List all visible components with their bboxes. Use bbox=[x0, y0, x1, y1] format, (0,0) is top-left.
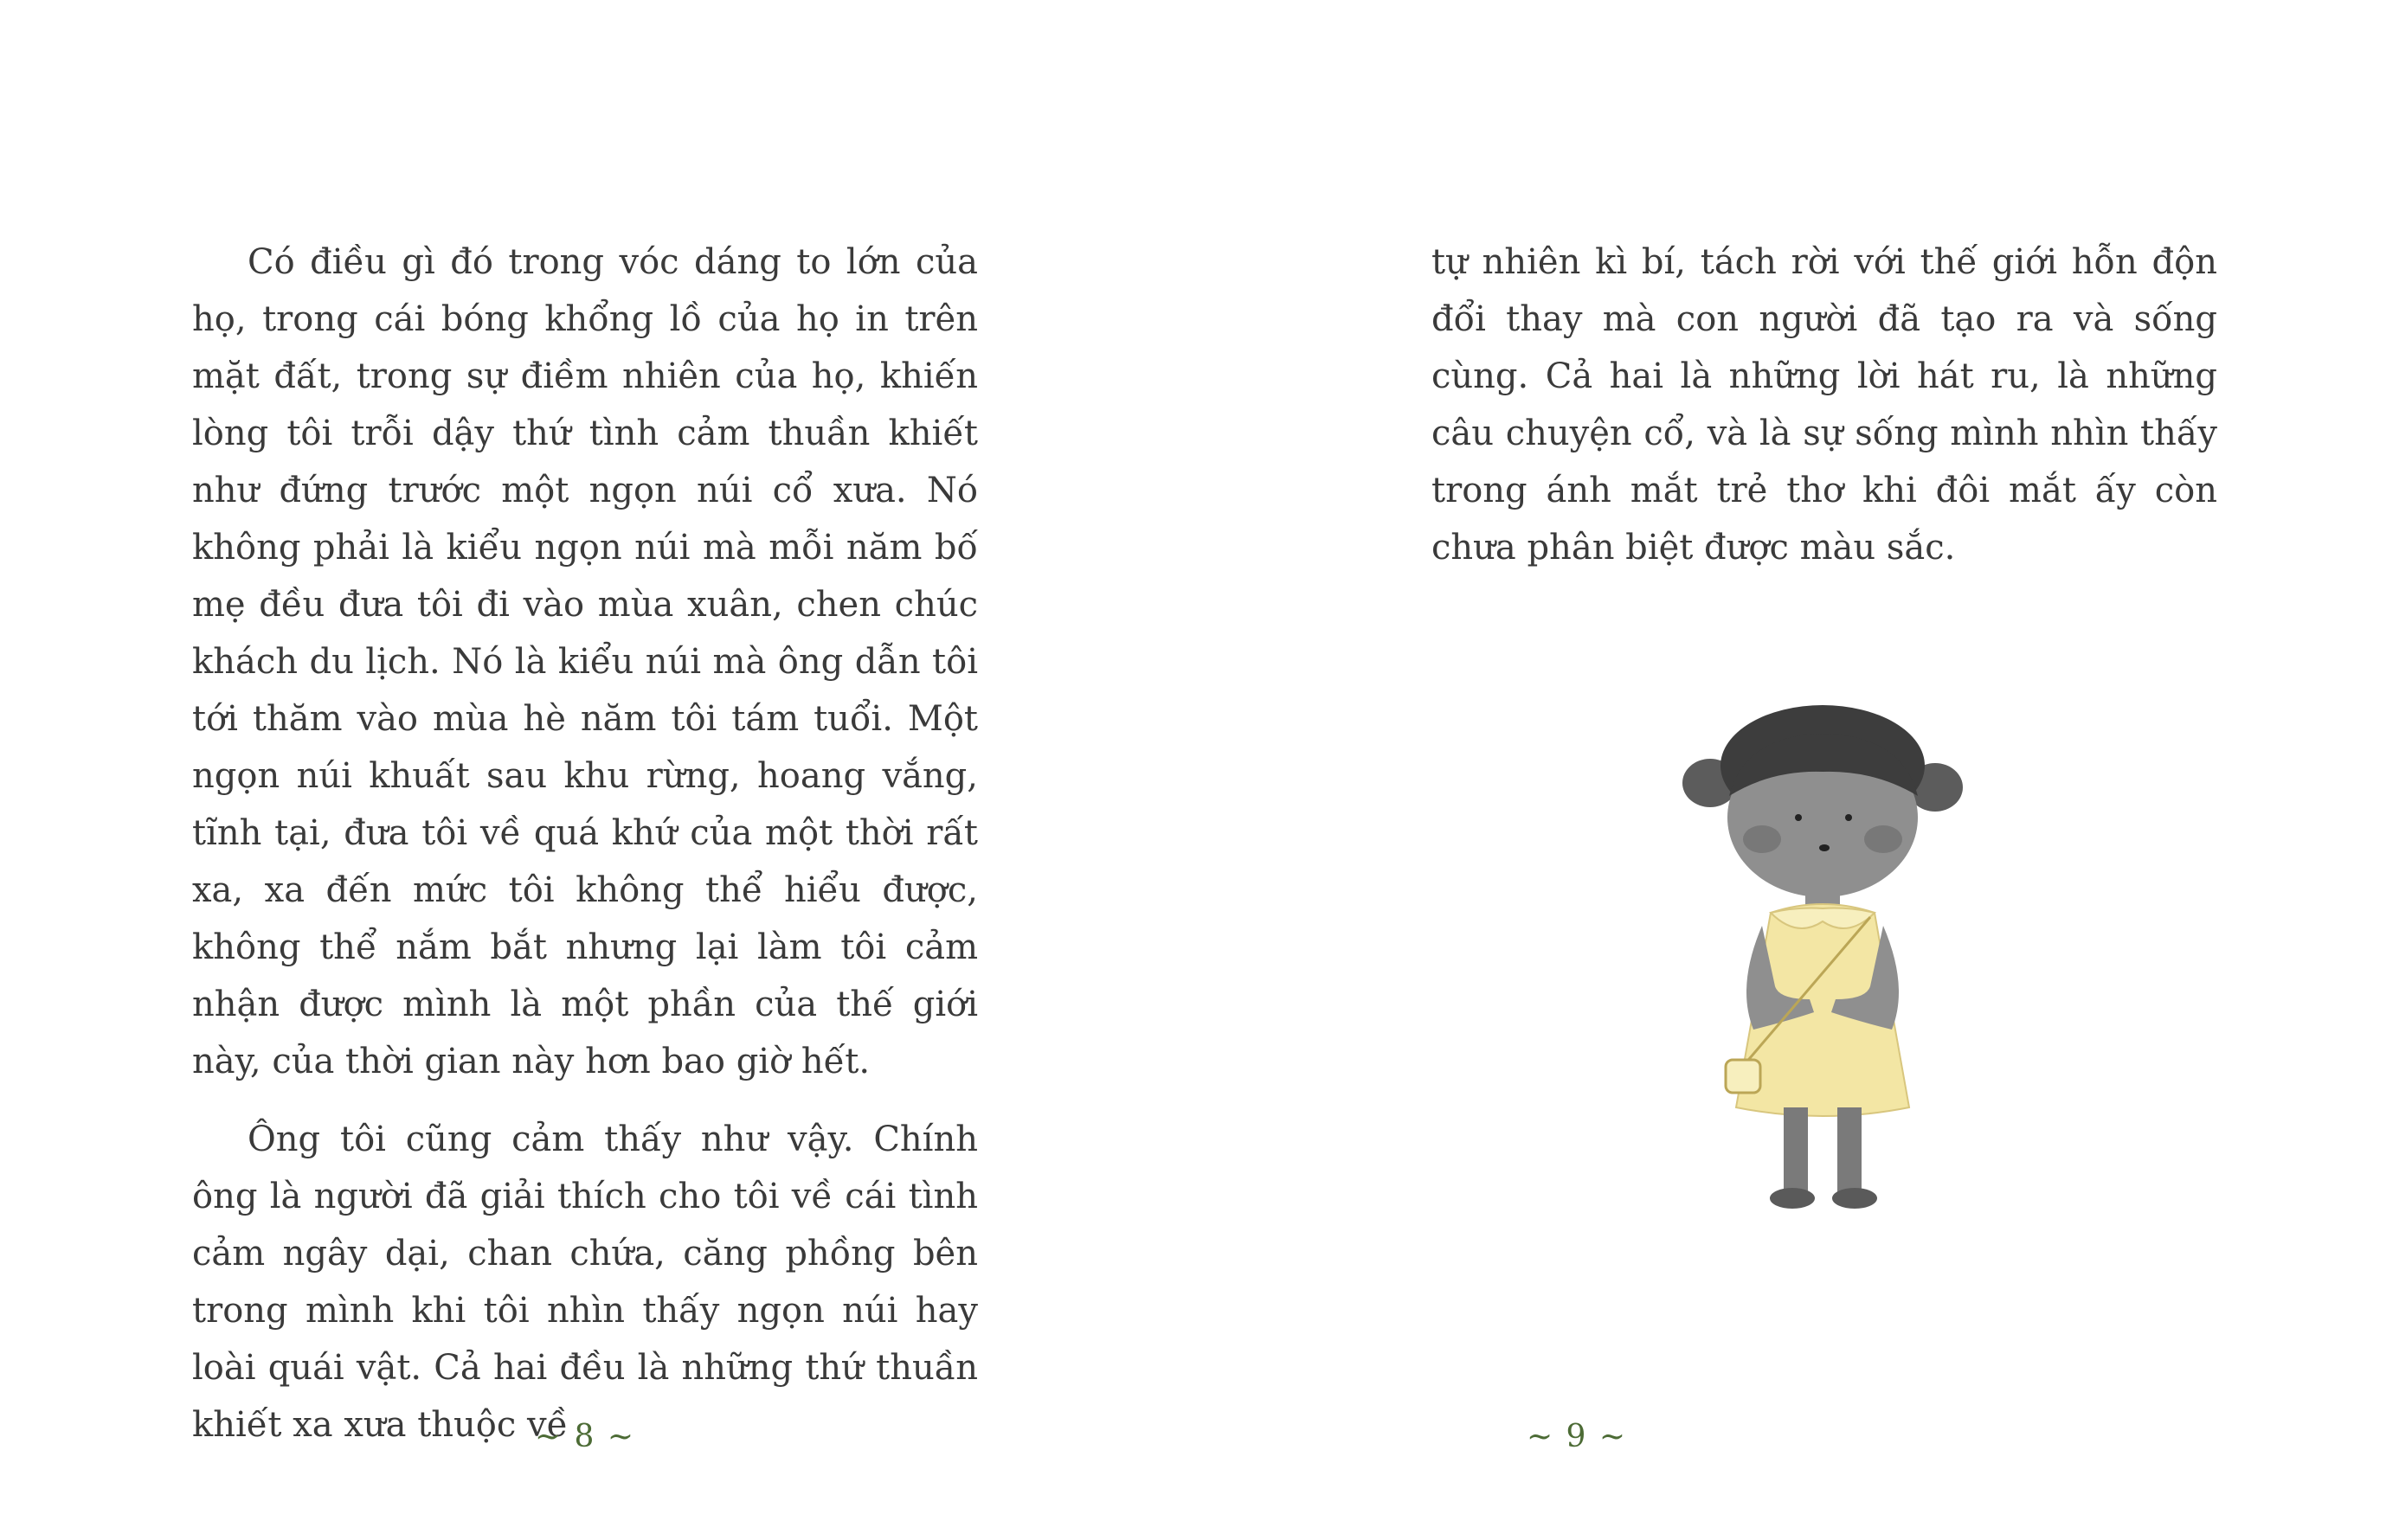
girl-with-pigtails-yellow-dress-icon bbox=[1675, 701, 1970, 1229]
left-leg bbox=[1784, 1107, 1808, 1194]
left-page-text bbox=[192, 234, 978, 1453]
mouth bbox=[1819, 844, 1830, 851]
bag bbox=[1726, 1060, 1760, 1093]
right-page bbox=[1200, 0, 2399, 1540]
left-cheek bbox=[1743, 825, 1781, 853]
right-eye bbox=[1845, 814, 1852, 821]
page-number-left: ~ 8 ~ bbox=[534, 1419, 636, 1454]
page-number-right: ~ 9 ~ bbox=[1526, 1419, 1628, 1454]
right-cheek bbox=[1864, 825, 1902, 853]
right-page-text bbox=[1431, 234, 2217, 576]
left-eye bbox=[1795, 814, 1802, 821]
left-shoe bbox=[1770, 1188, 1815, 1209]
paragraph-2: Ông tôi cũng cảm thấy như vậy. Chính ông là người đã giải thích cho tôi về cái tình cảm ngây dại, chan chứa, căng phồng bên trong mình khi tôi nhìn thấy ngọn núi hay loài quái vật. Cả hai đều là những thứ thuần khiết xa xưa thuộc về bbox=[192, 1120, 978, 1445]
right-shoe bbox=[1832, 1188, 1877, 1209]
paragraph-3: tự nhiên kì bí, tách rời với thế giới hỗn độn đổi thay mà con người đã tạo ra và sống cùng. Cả hai là những lời hát ru, là những câu chuyện cổ, và là sự sống mình nhìn thấy trong ánh mắt trẻ thơ khi đôi mắt ấy còn chưa phân biệt được màu sắc. bbox=[1431, 242, 2217, 568]
paragraph-1: Có điều gì đó trong vóc dáng to lớn của họ, trong cái bóng khổng lồ của họ in trên mặt đất, trong sự điềm nhiên của họ, khiến lòng tôi trỗi dậy thứ tình cảm thuần khiết như đứng trước một ngọn núi cổ xưa. Nó không phải là kiểu ngọn núi mà mỗi năm bố mẹ đều đưa tôi đi vào mùa xuân, chen chúc khách du lịch. Nó là kiểu núi mà ông dẫn tôi tới thăm vào mùa hè năm tôi tám tuổi. Một ngọn núi khuất sau khu rừng, hoang vắng, tĩnh tại, đưa tôi về quá khứ của một thời rất xa, xa đến mức tôi không thể hiểu được, không thể nắm bắt nhưng lại làm tôi cảm nhận được mình là một phần của thế giới này, của thời gian này hơn bao giờ hết. bbox=[192, 242, 978, 1081]
right-leg bbox=[1837, 1107, 1862, 1194]
